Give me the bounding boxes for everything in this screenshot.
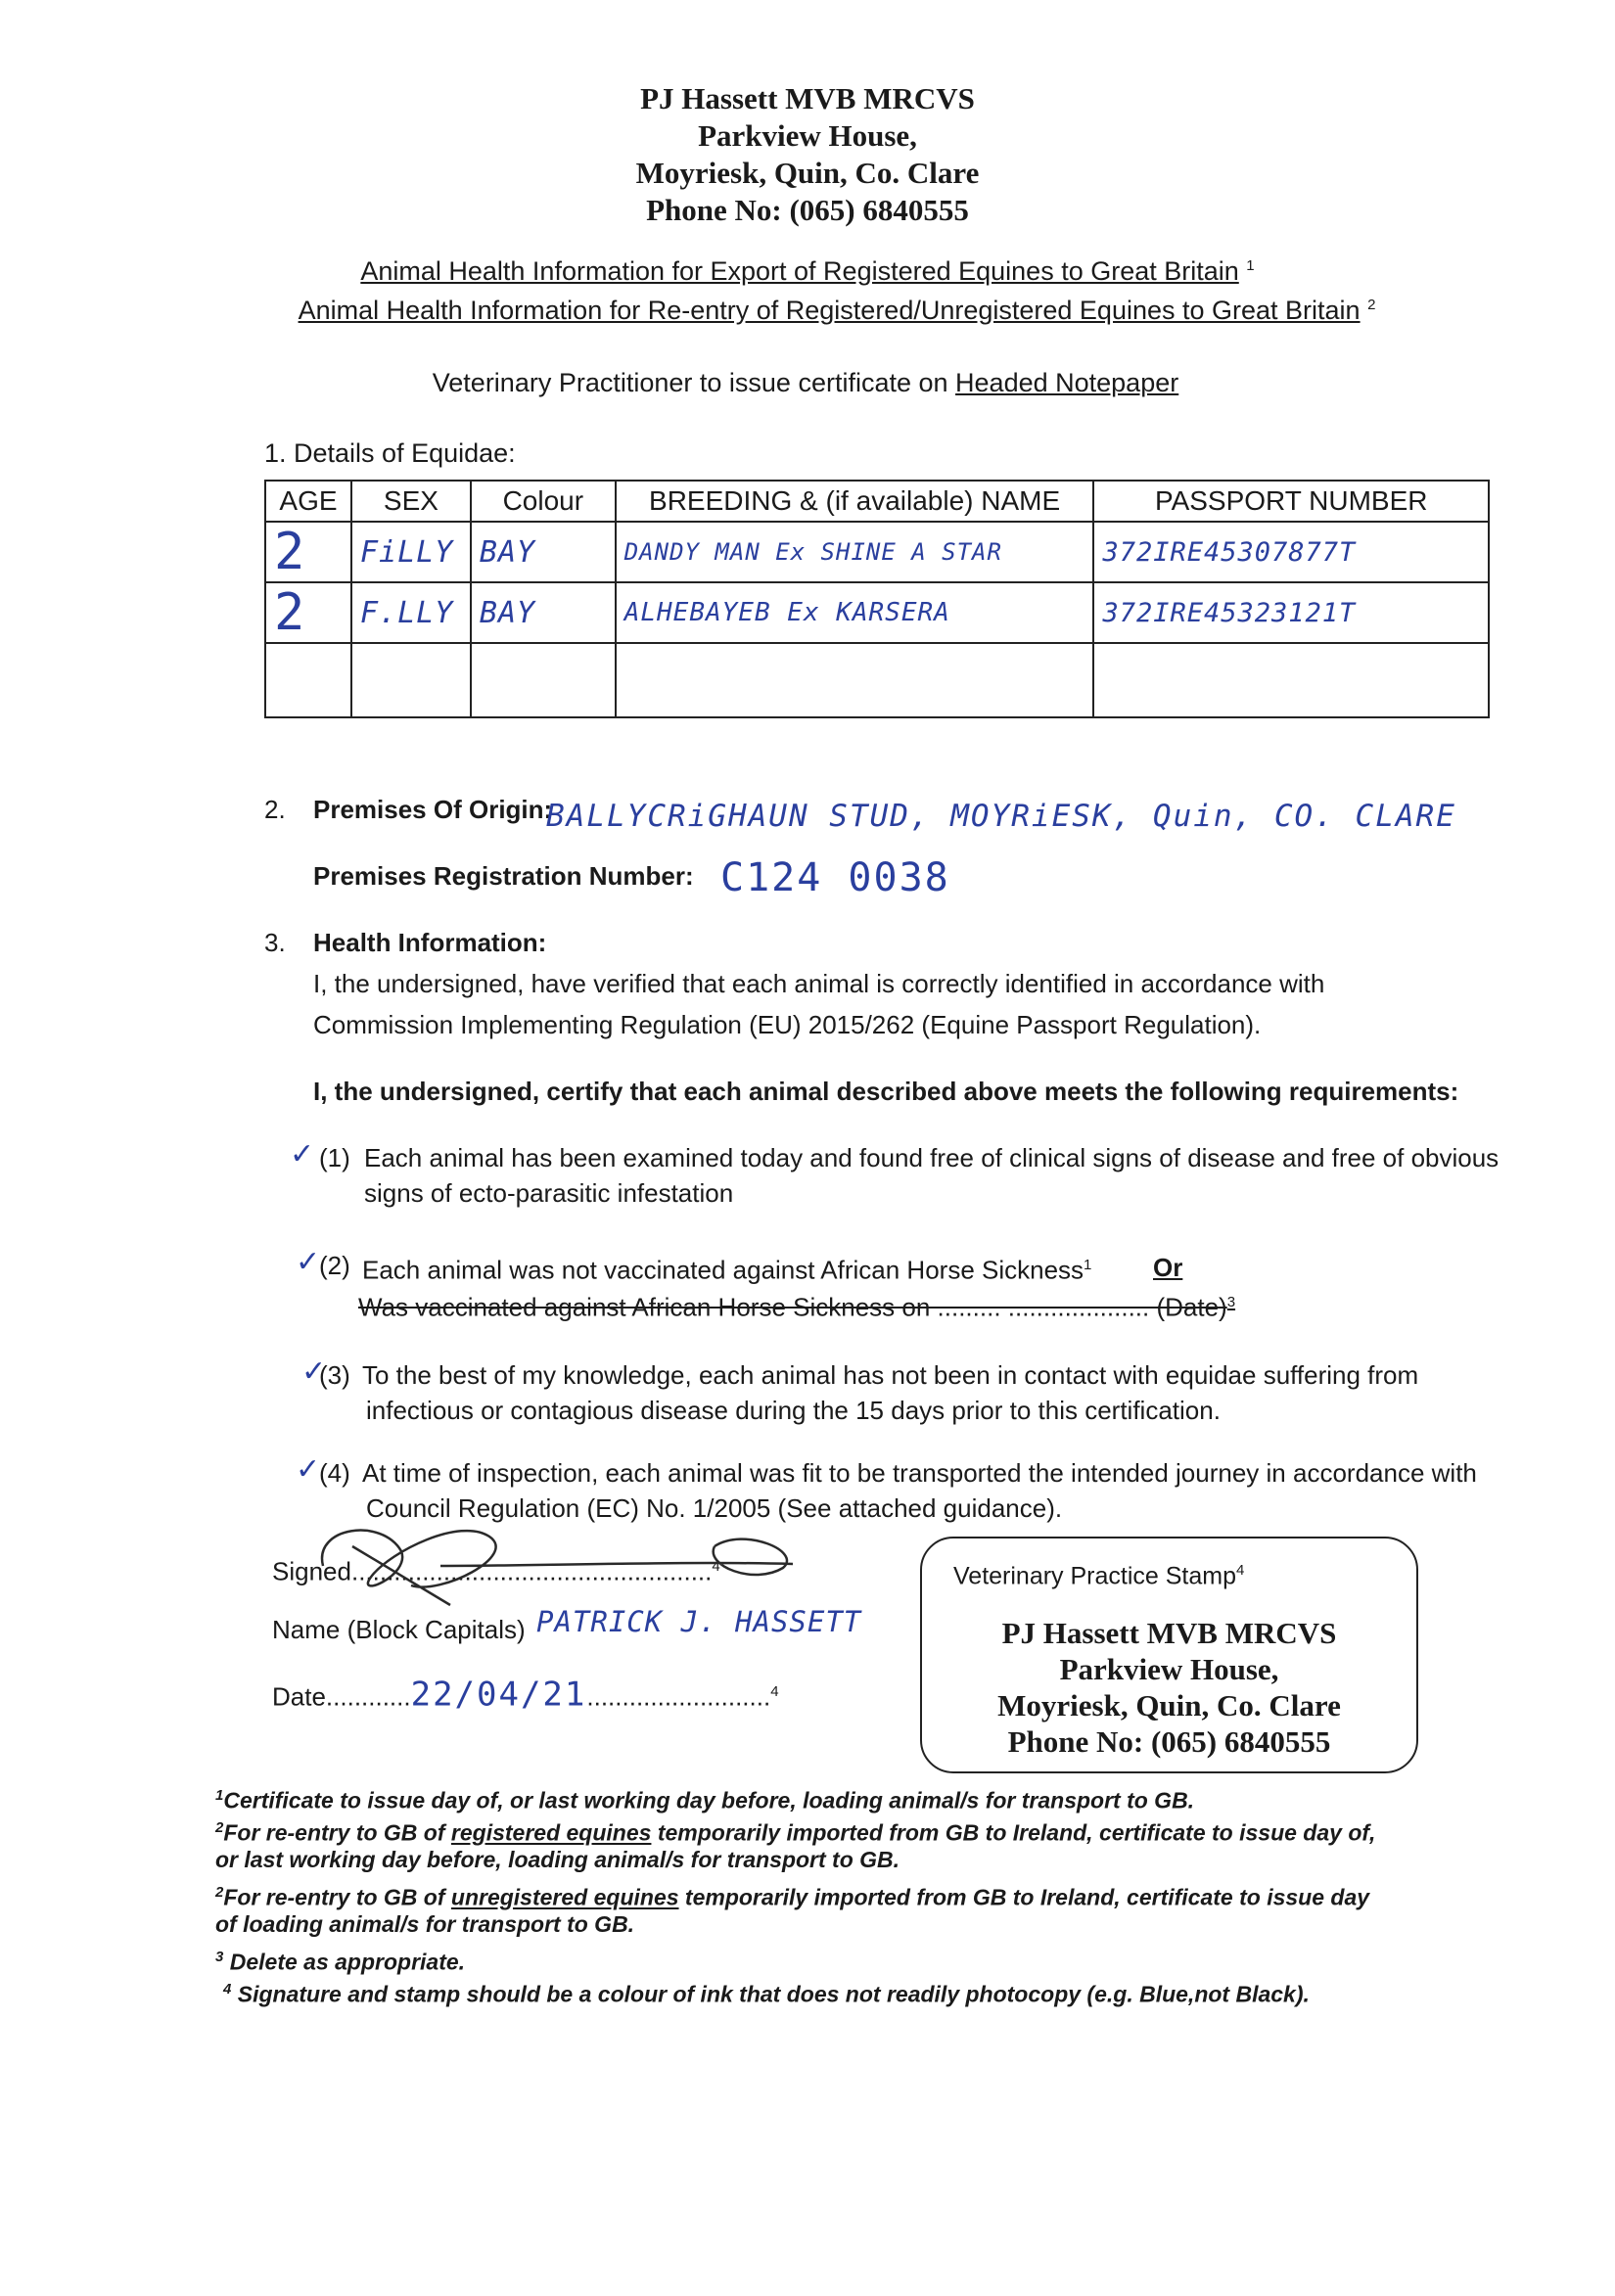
table-row <box>265 582 1489 643</box>
checkmark-icon: ✓ <box>296 1245 321 1279</box>
stamp-title-text: Veterinary Practice Stamp <box>953 1562 1237 1590</box>
footnote-5-sup: 4 <box>223 1981 232 1998</box>
table-header-row <box>265 481 1489 522</box>
stamp-impression <box>922 1615 1416 1760</box>
stamp-phone: Phone No: (065) 6840555 <box>1007 1724 1331 1759</box>
item-3-line-2: infectious or contagious disease during the 15 days prior to this certification. <box>366 1396 1221 1425</box>
footnote-3-continued: of loading animal/s for transport to GB. <box>215 1911 635 1937</box>
date-label: Date <box>272 1681 326 1712</box>
cell-age: 2 <box>265 582 351 643</box>
item-4-line-1: At time of inspection, each animal was fit to be transported the intended journey in accordance with <box>362 1458 1477 1488</box>
section-3-heading: Health Information: <box>313 928 547 957</box>
cell-colour: BAY <box>471 522 616 582</box>
item-1-line-2: signs of ecto-parasitic infestation <box>364 1178 734 1208</box>
footnote-2-continued: or last working day before, loading animal/s for transport to GB. <box>215 1847 900 1872</box>
cell-colour: BAY <box>471 582 616 643</box>
signature-scribble <box>294 1507 803 1615</box>
item-3-mark: (3) <box>319 1360 350 1390</box>
header-colour: Colour <box>471 481 616 522</box>
instruction-underlined: Headed Notepaper <box>955 368 1179 397</box>
name-value: PATRICK J. HASSETT <box>536 1605 862 1638</box>
letterhead-name: PJ Hassett MVB MRCVS <box>640 81 975 115</box>
letterhead-address-2: Moyriesk, Quin, Co. Clare <box>635 156 980 190</box>
letterhead <box>0 80 1615 229</box>
signed-dots: ................................................... <box>350 1556 713 1586</box>
item-2-mark: (2) <box>319 1251 350 1280</box>
title-export-sup: 1 <box>1246 257 1255 274</box>
stamp-name: PJ Hassett MVB MRCVS <box>1001 1616 1337 1650</box>
premises-reg-value: C124 0038 <box>720 855 950 900</box>
verify-line-2: Commission Implementing Regulation (EU) 2015/262 (Equine Passport Regulation). <box>313 1010 1262 1039</box>
date-dots-left: ............ <box>325 1681 411 1712</box>
section-3-number: 3. <box>264 928 286 957</box>
table-row <box>265 522 1489 582</box>
date-line <box>272 1672 779 1718</box>
cell-empty <box>265 643 351 717</box>
section-2-number: 2. <box>264 795 286 824</box>
title-reentry-text: Animal Health Information for Re-entry of Registered/Unregistered Equines to Great Britain <box>298 296 1361 325</box>
footnote-2-sup: 2 <box>215 1819 224 1836</box>
name-line <box>272 1609 526 1650</box>
stamp-address-1: Parkview House, <box>1059 1652 1279 1686</box>
practice-stamp <box>920 1537 1418 1773</box>
checkmark-icon: ✓ <box>290 1137 315 1171</box>
date-sup: 4 <box>770 1683 779 1700</box>
name-label: Name (Block Capitals) <box>272 1615 526 1644</box>
item-2-line-2-struck <box>358 1282 1235 1328</box>
cell-passport: 372IRE45323121T <box>1093 582 1489 643</box>
cell-sex: FiLLY <box>351 522 471 582</box>
premises-origin-label: Premises Of Origin: <box>313 795 553 824</box>
cell-empty <box>471 643 616 717</box>
stamp-address-2: Moyriesk, Quin, Co. Clare <box>997 1688 1341 1722</box>
item-2-struck-sup: 3 <box>1226 1294 1236 1310</box>
cell-empty <box>1093 643 1489 717</box>
section-1-heading: 1. Details of Equidae: <box>264 438 516 468</box>
instruction-line <box>0 368 1613 398</box>
cell-passport: 372IRE45307877T <box>1093 522 1489 582</box>
footnote-2-a: For re-entry to GB of <box>223 1819 445 1846</box>
table-row-empty <box>265 643 1489 717</box>
instruction-prefix: Veterinary Practitioner to issue certificate on <box>432 368 948 397</box>
item-2-sup: 1 <box>1084 1257 1092 1273</box>
footnote-5-text: Signature and stamp should be a colour of ink that does not readily photocopy (e.g. Blue,not Black). <box>237 1981 1310 2007</box>
item-4-line-2: Council Regulation (EC) No. 1/2005 (See attached guidance). <box>366 1493 1063 1523</box>
footnote-2-underlined: registered equines <box>450 1819 652 1846</box>
verify-line-1: I, the undersigned, have verified that each animal is correctly identified in accordance with <box>313 969 1325 998</box>
signed-sup: 4 <box>712 1558 720 1575</box>
item-4-mark: (4) <box>319 1458 350 1488</box>
checkmark-icon: ✓ <box>296 1452 321 1487</box>
checkmark-icon: ✓ <box>301 1355 327 1389</box>
letterhead-phone: Phone No: (065) 6840555 <box>646 193 969 227</box>
footnote-4-sup: 3 <box>215 1949 224 1965</box>
item-1-mark: (1) <box>319 1143 350 1172</box>
footnote-5 <box>223 1973 1310 2011</box>
footnote-1-sup: 1 <box>215 1787 224 1804</box>
cell-sex: F.LLY <box>351 582 471 643</box>
cell-empty <box>616 643 1094 717</box>
footnote-3-sup: 2 <box>215 1884 224 1901</box>
item-3-line-1: To the best of my knowledge, each animal has not been in contact with equidae suffering from <box>362 1360 1419 1390</box>
premises-reg-label: Premises Registration Number: <box>313 861 694 891</box>
header-sex: SEX <box>351 481 471 522</box>
footnote-2-b: temporarily imported from GB to Ireland, certificate to issue day of, <box>657 1819 1376 1846</box>
cell-empty <box>351 643 471 717</box>
date-dots-right: .......................... <box>586 1681 771 1712</box>
date-value: 22/04/21 <box>410 1675 587 1715</box>
title-export <box>0 256 1615 287</box>
cell-age: 2 <box>265 522 351 582</box>
letterhead-address-1: Parkview House, <box>698 118 917 153</box>
title-reentry-sup: 2 <box>1367 297 1376 313</box>
premises-origin-value: BALLYCRiGHAUN STUD, MOYRiESK, Quin, CO. CLARE <box>546 799 1456 834</box>
header-age: AGE <box>265 481 351 522</box>
item-2-or: Or <box>1153 1253 1183 1282</box>
item-2-text: Each animal was not vaccinated against African Horse Sickness <box>362 1255 1084 1285</box>
footnote-1-text: Certificate to issue day of, or last working day before, loading animal/s for transport to GB. <box>223 1787 1195 1814</box>
signed-label: Signed <box>272 1556 351 1586</box>
header-passport: PASSPORT NUMBER <box>1093 481 1489 522</box>
cell-name: ALHEBAYEB Ex KARSERA <box>616 582 1094 643</box>
header-breeding-name: BREEDING & (if available) NAME <box>616 481 1094 522</box>
equidae-table <box>264 480 1490 718</box>
stamp-title-sup: 4 <box>1236 1562 1245 1579</box>
item-1-line-1: Each animal has been examined today and found free of clinical signs of disease and free of obvious <box>364 1143 1500 1172</box>
title-reentry <box>29 296 1615 326</box>
title-export-text: Animal Health Information for Export of Registered Equines to Great Britain <box>360 256 1239 286</box>
stamp-title <box>953 1562 1244 1590</box>
footnote-3-a: For re-entry to GB of <box>223 1884 445 1910</box>
footnote-4-text: Delete as appropriate. <box>229 1949 466 1975</box>
cell-name: DANDY MAN Ex SHINE A STAR <box>616 522 1094 582</box>
certify-statement: I, the undersigned, certify that each animal described above meets the following requirements: <box>313 1077 1459 1106</box>
item-2-struck-text: Was vaccinated against African Horse Sickness on ......... .................... (Date) <box>358 1292 1227 1322</box>
footnote-3-b: temporarily imported from GB to Ireland, certificate to issue day <box>684 1884 1370 1910</box>
footnote-3-underlined: unregistered equines <box>450 1884 679 1910</box>
